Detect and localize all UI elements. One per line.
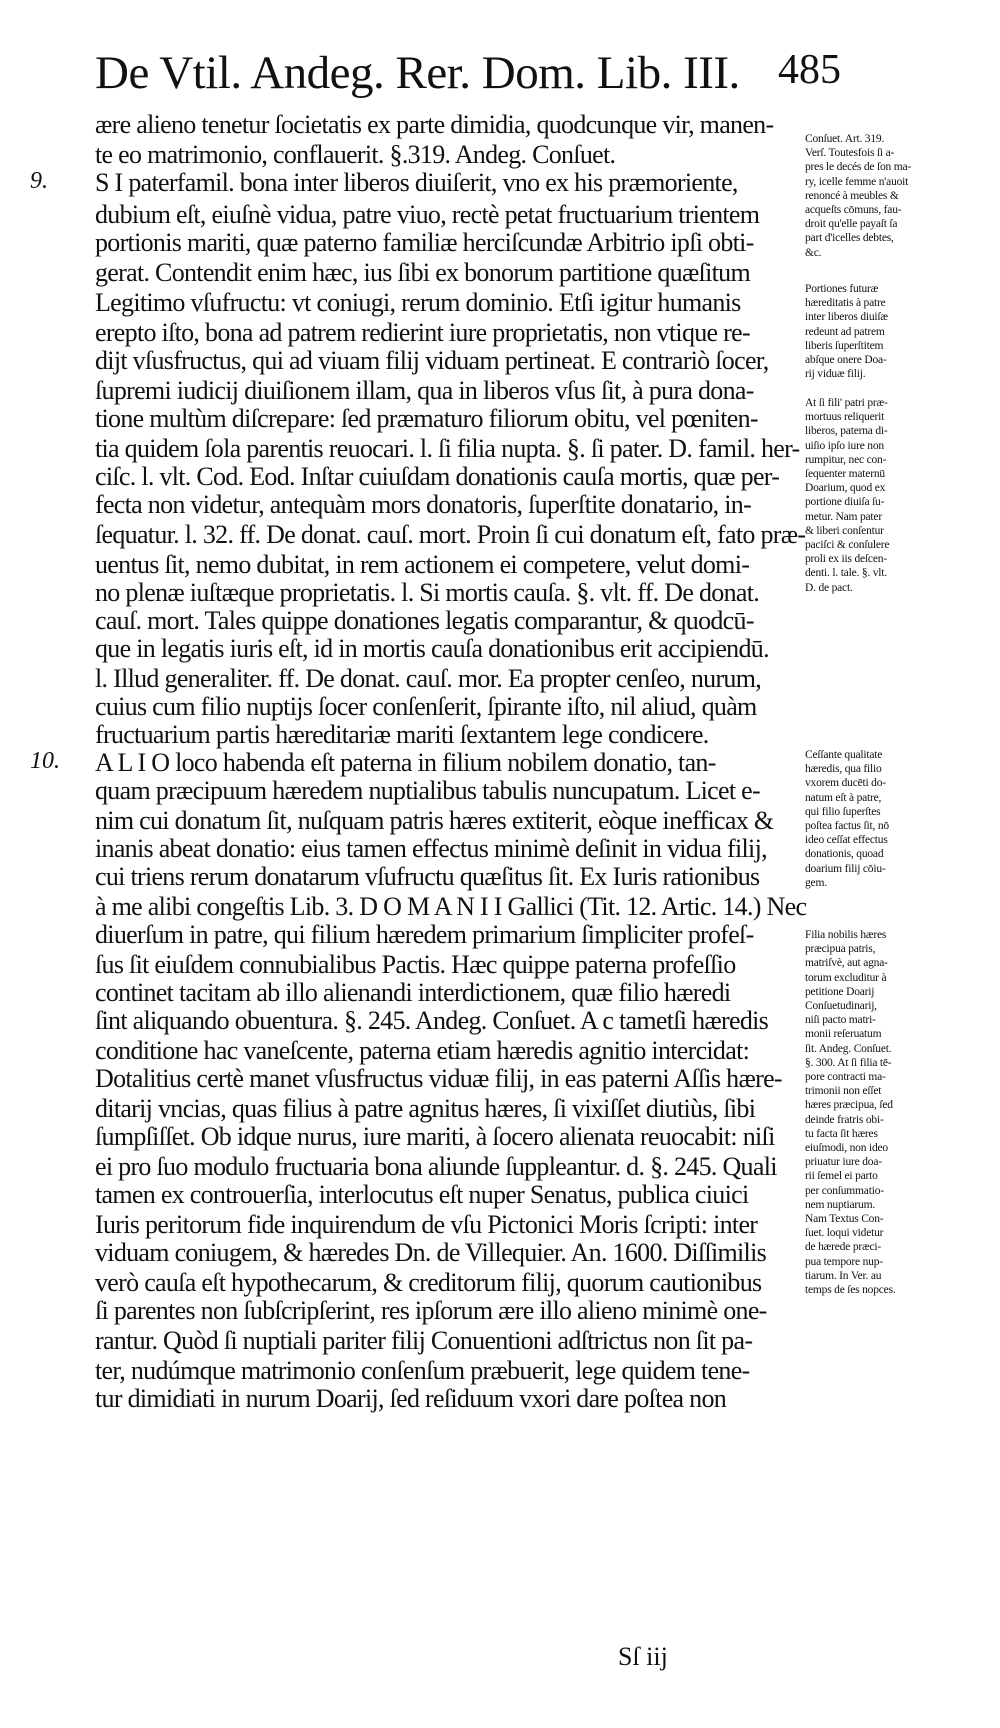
text-line: cuius cum filio nuptijs ſocer conſenſerit, ſpirante iſto, nil aliud, quàm [95,692,757,721]
text-line: dubium eſt, eiuſnè vidua, patre viuo, rectè petat fructuarium trientem [95,200,760,229]
margin-note-line: natum eſt à patre, [805,791,882,804]
margin-note-line: Nam Textus Con- [805,1213,884,1225]
text-line: ciſc. l. vlt. Cod. Eod. Inſtar cuiuſdam donationis cauſa mortis, quæ per- [95,462,780,491]
margin-note-line: portione diuiſa ſu- [805,496,885,509]
margin-note-line: nem nuptiarum. [805,1198,876,1211]
paragraph-number: 10. [30,748,60,774]
margin-note-line: deinde fratris obi- [805,1113,884,1126]
margin-note-line: doarium filij cōiu- [805,862,886,875]
text-line: ſumpſiſſet. Ob idque nurus, iure mariti, à ſocero alienata reuocabit: niſi [95,1122,775,1151]
signature-mark: Sſ iij [618,1642,668,1671]
margin-note-line: pua tempore nup- [805,1255,883,1268]
margin-note-line: At ſi fili' patri præ- [805,397,888,409]
text-line: gerat. Contendit enim hæc, ius ſibi ex bonorum partitione quæſitum [95,258,750,287]
margin-note-line: renoncé à meubles & [805,189,899,202]
margin-note-line: rumpitur, nec con- [805,453,887,466]
margin-note-line: Portiones futuræ [805,283,879,295]
text-line: Dotalitius certè manet vſusfructus viduæ filij, in eas paterni Aſſis hære- [95,1064,782,1093]
margin-note-line: priuatur iure doa- [805,1156,882,1169]
text-line: cui triens rerum donatarum vſufructu quæſitus ſit. Ex Iuris rationibus [95,862,760,891]
margin-note-line: Conſuetudinarij, [805,1000,877,1012]
margin-note-line: rij viduæ filij. [805,368,866,381]
margin-note-line: proli ex iis deſcen- [805,553,887,566]
text-line: que in legatis iuris eſt, id in mortis cauſa donationibus erit accipiendū. [95,634,769,663]
margin-note-line: Filia nobilis hæres [805,929,887,941]
margin-note-line: Verſ. Toutesfois ſi a- [805,147,895,160]
margin-note-line: D. de pact. [805,581,853,594]
margin-note-line: trimonii non eſſet [805,1085,882,1098]
text-line: ſequatur. l. 32. ff. De donat. cauſ. mort. Proin ſi cui donatum eſt, fato præ- [95,520,806,549]
margin-note-line: ideo ceſſat effectus [805,834,888,847]
margin-note-line: inter liberos diuiſæ [805,311,888,324]
text-line: diuerſum in patre, qui filium hæredem primarium ſimpliciter profeſ- [95,920,754,949]
page-number: 485 [778,47,841,93]
margin-note-line: uiſio ipſo iure non [805,439,884,452]
margin-note-line: hæreditatis à patre [805,297,886,310]
text-line: rantur. Quòd ſi nuptiali pariter filij Conuentioni adſtrictus non ſit pa- [95,1326,753,1355]
margin-note-line: denti. l. tale. §. vlt. [805,567,887,580]
margin-note-line: matriſvè, aut agna- [805,957,888,970]
text-line: ære alieno tenetur ſocietatis ex parte dimidia, quodcunque vir, manen- [95,110,774,139]
margin-note-line: pore contracti ma- [805,1071,886,1083]
margin-note-line: pres le decés de ſon ma- [805,161,911,174]
text-line: tione multùm diſcrepare: ſed præmaturo filiorum obitu, vel pœniten- [95,404,758,433]
text-line: tia quidem ſola parentis reuocari. l. ſi filia nupta. §. ſi pater. D. famil. her- [95,434,800,463]
margin-note-line: niſi pacto matri- [805,1014,876,1027]
text-line: fecta non videtur, antequàm mors donatoris, ſuperſtite donatario, in- [95,490,752,519]
text-line: ſupremi iudicij diuiſionem illam, qua in liberos vſus ſit, à pura dona- [95,376,754,405]
margin-note-line: ſuet. loqui videtur [805,1227,884,1240]
margin-note-line: per conſummatio- [805,1184,884,1197]
text-line: viduam coniugem, & hæredes Dn. de Villequier. An. 1600. Diſſimilis [95,1238,767,1267]
margin-note-line: liberos, paterna di- [805,425,888,438]
text-line: dijt vſusfructus, qui ad viuam filij viduam pertineat. E contrariò ſocer, [95,346,769,375]
margin-note-line: torum excluditur à [805,971,887,984]
margin-note-line: droit qu'elle payaſt ſa [805,218,898,231]
margin-note-line: eiuſmodi, non ideo [805,1142,888,1154]
text-line: uentus ſit, nemo dubitat, in rem actionem ei competere, velut domi- [95,550,750,579]
margin-note-line: liberis ſuperſtitem [805,339,884,352]
margin-note-line: donationis, quoad [805,848,884,861]
margin-note-line: ſequenter maternū [805,468,885,480]
margin-note-line: Doarium, quod ex [805,482,886,495]
margin-note-line: tu facta ſit hæres [805,1127,878,1140]
margin-note-line: poſtea factus ſit, nō [805,820,889,832]
text-line: Iuris peritorum fide inquirendum de vſu Pictonici Moris ſcripti: inter [95,1210,758,1239]
margin-note-line: ry, icelle femme n'auoit [805,175,909,188]
margin-note-line: paciſci & conſulere [805,539,890,551]
margin-note-line: rii ſemel ei parto [805,1170,878,1183]
text-line: nim cui donatum ſit, nuſquam patris hæres extiterit, eòque inefficax & [95,806,774,835]
text-line: conditione hac vaneſcente, paterna etiam hæredis agnitio intercidat: [95,1036,750,1065]
running-title: De Vtil. Andeg. Rer. Dom. Lib. III. [95,47,740,99]
text-line: ditarij vncias, quas filius à patre agnitus hæres, ſi vixiſſet diutiùs, ſibi [95,1094,756,1123]
margin-note-line: redeunt ad patrem [805,325,885,338]
margin-note-line: Conſuet. Art. 319. [805,133,885,145]
margin-note-line: de hærede præci- [805,1241,881,1254]
margin-note-line: ſit. Andeg. Conſuet. [805,1042,892,1055]
text-line: ei pro ſuo modulo fructuaria bona aliunde ſuppleantur. d. §. 245. Quali [95,1152,777,1181]
text-line: fructuarium partis hæreditariæ mariti ſextantem lege condicere. [95,720,709,749]
text-line: tamen ex controuerſia, interlocutus eſt nuper Senatus, publica ciuici [95,1180,749,1209]
margin-note-line: §. 300. At ſi filia tē- [805,1056,892,1069]
text-line: no plenæ iuſtæque proprietatis. l. Si mortis cauſa. §. vlt. ff. De donat. [95,578,760,607]
margin-note-line: & liberi conſentur [805,524,884,537]
text-line: quam præcipuum hæredem nuptialibus tabulis nuncupatum. Licet e- [95,776,760,805]
margin-note-line: Ceſſante qualitate [805,749,883,761]
margin-note-line: petitione Doarij [805,985,875,998]
text-line: inanis abeat donatio: eius tamen effectus minimè deſinit in vidua filij, [95,834,767,863]
text-line: erepto iſto, bona ad patrem redierint iure proprietatis, non vtique re- [95,318,750,347]
text-line: A L I O loco habenda eſt paterna in filium nobilem donatio, tan- [95,748,716,777]
margin-note-line: abſque onere Doa- [805,354,887,366]
margin-note-line: tiarum. In Ver. au [805,1269,882,1282]
text-line: portionis mariti, quæ paterno familiæ herciſcundæ Arbitrio ipſi obti- [95,228,754,257]
margin-note-line: qui filio ſuperſtes [805,805,881,818]
text-line: ſi parentes non ſubſcripſerint, res ipſorum ære illo alieno minimè one- [95,1296,767,1325]
text-line: l. Illud generaliter. ff. De donat. cauſ. mor. Ea propter cenſeo, nurum, [95,664,762,693]
margin-note-line: hæredis, qua filio [805,763,882,776]
text-line: te eo matrimonio, conflauerit. §.319. Andeg. Conſuet. [95,140,616,169]
text-line: S I paterfamil. bona inter liberos diuiſerit, vno ex his præmoriente, [95,168,738,197]
margin-note-line: metur. Nam pater [805,510,882,523]
page-header [95,40,841,110]
text-line: tur dimidiati in nurum Doarij, ſed reſiduum vxori dare poſtea non [95,1384,727,1413]
text-line: cauſ. mort. Tales quippe donationes legatis comparantur, & quodcū- [95,606,754,635]
margin-note-line: part d'icelles debtes, [805,232,894,245]
margin-note-line: vxorem ducēti do- [805,777,886,790]
text-line: ſus ſit eiuſdem connubialibus Pactis. Hæc quippe paterna profeſſio [95,950,736,979]
margin-note-line: mortuus reliquerit [805,411,885,424]
text-line: ter, nudúmque matrimonio conſenſum præbuerit, lege quidem tene- [95,1356,750,1385]
margin-note-line: &c. [805,246,822,259]
text-line: continet tacitam ab illo alienandi interdictionem, quæ filio hæredi [95,978,731,1007]
margin-note-line: temps de ſes nopces. [805,1284,896,1296]
margin-note-line: monii reſeruatum [805,1028,882,1041]
margin-note-line: hæres præcipua, ſed [805,1099,893,1112]
margin-note-line: gem. [805,876,827,889]
paragraph-number: 9. [30,168,48,194]
text-line: ſint aliquando obuentura. §. 245. Andeg. Conſuet. A c tametſi hæredis [95,1006,769,1035]
margin-note-line: præcipua patris, [805,943,876,956]
margin-note-line: acqueſts cōmuns, fau- [805,204,902,216]
text-line: verò cauſa eſt hypothecarum, & creditorum filij, quorum cautionibus [95,1268,762,1297]
text-line: à me alibi congeſtis Lib. 3. D O M A N I I Gallici (Tit. 12. Artic. 14.) Nec [95,892,807,921]
text-line: Legitimo vſufructu: vt coniugi, rerum dominio. Etſi igitur humanis [95,288,741,317]
